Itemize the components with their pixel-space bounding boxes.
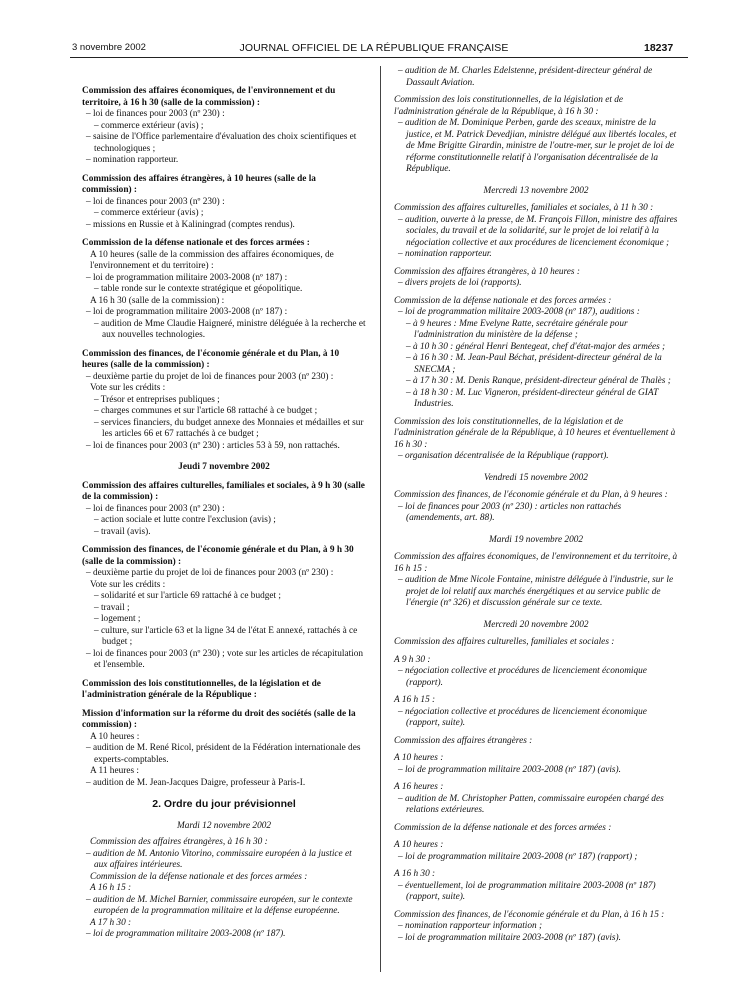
committee-heading: Commission des affaires culturelles, familiales et sociales : xyxy=(394,637,615,647)
committee-heading: Mission d'information sur la réforme du droit des sociétés (salle de la commission) : xyxy=(82,708,356,730)
committee-heading: Commission des finances, de l'économie générale et du Plan, à 9 h 30 (salle de la commission) : xyxy=(82,545,354,567)
day-heading: Jeudi 7 novembre 2002 xyxy=(178,462,270,472)
agenda-subitem: – commerce extérieur (avis) ; xyxy=(94,208,204,218)
day-heading: Vendredi 15 novembre 2002 xyxy=(484,472,588,483)
committee-heading: Commission des affaires étrangères : xyxy=(394,735,533,746)
agenda-item: – nomination rapporteur. xyxy=(86,155,179,165)
agenda-item: – négociation collective et procédures de licenciement économique (rapport, suite). xyxy=(398,706,647,728)
agenda-item: – audition, ouverte à la presse, de M. François Fillon, ministre des affaires sociales, du travail et de la solidarité, sur le projet de loi relatif à la négociation collective et aux procédures de licenciement économique ; xyxy=(398,214,678,248)
agenda-item: – audition de M. Jean-Jacques Daigre, professeur à Paris-I. xyxy=(86,777,306,788)
committee-heading: Commission des lois constitutionnelles, de la législation et de l'administration générale de la République, à 10 heures et éventuellement à 16 h 30 : xyxy=(394,416,676,450)
agenda-item: – organisation décentralisée de la République (rapport). xyxy=(398,451,609,461)
agenda-item: – éventuellement, loi de programmation militaire 2003-2008 (nº 187) (rapport, suite). xyxy=(398,880,656,902)
agenda-item: – audition de M. Christopher Patten, commissaire européen chargé des relations extérieures. xyxy=(398,793,664,815)
day-heading: Mardi 12 novembre 2002 xyxy=(176,820,272,831)
time-label: Vote sur les crédits : xyxy=(90,383,166,393)
committee-heading: A 16 h 30 : xyxy=(394,869,436,879)
committee-heading: Commission des finances, de l'économie générale et du Plan, à 9 heures : xyxy=(394,490,668,500)
agenda-subitem: – à 18 h 30 : M. Luc Vigneron, président-directeur général de GIAT Industries. xyxy=(406,387,659,409)
committee-heading: Commission des affaires étrangères, à 10 heures : xyxy=(394,266,580,277)
time-label: A 11 heures : xyxy=(90,766,139,776)
page-header xyxy=(0,0,748,60)
agenda-item: – saisine de l'Office parlementaire d'évaluation des choix scientifiques et technologiques ; xyxy=(86,132,357,154)
agenda-subitem: – services financiers, du budget annexe des Monnaies et médailles et sur les articles 66 et 67 rattachés à ce budget ; xyxy=(94,417,364,439)
committee-heading: Commission des affaires culturelles, familiales et sociales, à 11 h 30 : xyxy=(394,203,654,213)
agenda-item: – audition de M. Charles Edelstenne, président-directeur général de Dassault Aviation. xyxy=(398,66,653,88)
agenda-subitem: – à 17 h 30 : M. Denis Ranque, président-directeur général de Thalès ; xyxy=(406,376,671,386)
agenda-subitem: – action sociale et lutte contre l'exclusion (avis) ; xyxy=(94,515,276,525)
time-label: Vote sur les crédits : xyxy=(90,579,166,590)
time-label: A 10 heures (salle de la commission des affaires économiques, de l'environnement et du territoire) : xyxy=(90,249,334,271)
left-column xyxy=(82,86,366,941)
committee-heading: Commission des finances, de l'économie générale et du Plan, à 16 h 15 : xyxy=(394,909,665,920)
agenda-subitem: – charges communes et sur l'article 68 rattaché à ce budget ; xyxy=(94,406,318,416)
agenda-item: – loi de programmation militaire 2003-2008 (nº 187), auditions : xyxy=(398,307,640,317)
journal-title: JOURNAL OFFICIEL DE LA RÉPUBLIQUE FRANÇAISE xyxy=(239,42,509,54)
agenda-item: – loi de programmation militaire 2003-2008 (nº 187) (avis). xyxy=(398,932,621,943)
agenda-item: – nomination rapporteur. xyxy=(398,249,492,259)
committee-heading: Commission de la défense nationale et des forces armées : xyxy=(394,822,612,833)
committee-heading: Commission de la défense nationale et des forces armées : xyxy=(82,238,310,248)
agenda-item: – nomination rapporteur information ; xyxy=(398,921,543,931)
agenda-item: – loi de programmation militaire 2003-2008 (nº 187) (rapport) ; xyxy=(398,851,638,862)
agenda-item: – loi de finances pour 2003 (nº 230) : xyxy=(86,196,225,207)
agenda-subitem: – table ronde sur le contexte stratégique et géopolitique. xyxy=(94,284,303,294)
header-date: 3 novembre 2002 xyxy=(72,42,146,53)
agenda-item: – audition de M. Antonio Vitorino, commissaire européen à la justice et aux affaires intérieures. xyxy=(86,848,352,870)
agenda-item: – loi de programmation militaire 2003-2008 (nº 187) : xyxy=(86,272,288,283)
committee-heading: A 10 heures : xyxy=(394,753,444,763)
agenda-subitem: – culture, sur l'article 63 et la ligne 34 de l'état E annexé, rattachés à ce budget ; xyxy=(94,625,358,647)
agenda-item: – audition de M. Dominique Perben, garde des sceaux, ministre de la justice, et M. Patrick Devedjian, ministre délégué aux libertés locales, et de Mme Brigitte Girardin, ministre de l'outre-mer, sur le projet de loi de réforme constitutionnelle relatif à l'organisation décentralisée de la République. xyxy=(398,118,677,174)
agenda-item: – missions en Russie et à Kaliningrad (comptes rendus). xyxy=(86,219,295,230)
agenda-subitem: – solidarité et sur l'article 69 rattaché à ce budget ; xyxy=(94,591,282,601)
agenda-subitem: – à 10 h 30 : général Henri Bentegeat, chef d'état-major des armées ; xyxy=(406,341,666,352)
agenda-subitem: – commerce extérieur (avis) ; xyxy=(94,120,204,131)
day-heading: Mercredi 13 novembre 2002 xyxy=(483,185,589,196)
agenda-item: – audition de M. Michel Barnier, commissaire européen, sur le contexte européen de la programmation militaire et la défense européenne. xyxy=(86,894,353,916)
column-divider xyxy=(380,66,381,972)
committee-heading: A 16 h 15 : xyxy=(90,883,132,893)
agenda-item: – négociation collective et procédures de licenciement économique (rapport). xyxy=(398,666,647,688)
committee-heading: Commission de la défense nationale et des forces armées : xyxy=(394,295,612,306)
committee-heading: Commission des lois constitutionnelles, de la législation et de l'administration générale de la République : xyxy=(82,678,321,700)
agenda-subitem: – logement ; xyxy=(94,614,141,624)
committee-heading: Commission de la défense nationale et des forces armées : xyxy=(90,871,308,882)
committee-heading: Commission des finances, de l'économie générale et du Plan, à 10 heures (salle de la commission) : xyxy=(82,348,340,370)
agenda-item: – loi de programmation militaire 2003-2008 (nº 187) (avis). xyxy=(398,764,621,775)
committee-heading: Commission des affaires étrangères, à 10 heures (salle de la commission) : xyxy=(82,173,316,195)
committee-heading: Commission des affaires économiques, de l'environnement et du territoire, à 16 h 15 : xyxy=(394,552,678,574)
committee-heading: Commission des affaires culturelles, familiales et sociales, à 9 h 30 (salle de la commission) : xyxy=(82,480,365,502)
agenda-item: – deuxième partie du projet de loi de finances pour 2003 (nº 230) : xyxy=(86,371,334,382)
agenda-item: – loi de finances pour 2003 (nº 230) ; vote sur les articles de récapitulation et l'ensemble. xyxy=(86,648,364,670)
agenda-item: – deuxième partie du projet de loi de finances pour 2003 (nº 230) : xyxy=(86,568,334,578)
agenda-subitem: – Trésor et entreprises publiques ; xyxy=(94,394,220,405)
header-rule xyxy=(70,57,688,58)
agenda-subitem: – audition de Mme Claudie Haigneré, ministre déléguée à la recherche et aux nouvelles technologies. xyxy=(94,318,366,340)
agenda-item: – audition de M. René Ricol, président de la Fédération internationale des experts-comptables. xyxy=(86,743,361,765)
committee-heading: Commission des affaires économiques, de l'environnement et du territoire, à 16 h 30 (salle de la commission) : xyxy=(82,86,336,108)
committee-heading: A 16 h 15 : xyxy=(394,695,436,705)
page-number: 18237 xyxy=(644,42,674,54)
day-heading: Mercredi 20 novembre 2002 xyxy=(483,619,589,630)
committee-heading: Commission des lois constitutionnelles, de la législation et de l'administration générale de la République, à 16 h 30 : xyxy=(394,95,624,117)
agenda-item: – loi de finances pour 2003 (nº 230) : xyxy=(86,109,225,119)
committee-heading: A 17 h 30 : xyxy=(90,917,132,928)
agenda-item: – loi de finances pour 2003 (nº 230) : xyxy=(86,503,225,514)
right-column xyxy=(394,66,678,944)
committee-heading: Commission des affaires étrangères, à 16 h 30 : xyxy=(90,837,268,847)
committee-heading: A 16 heures : xyxy=(394,782,444,792)
agenda-subitem: – travail ; xyxy=(94,602,130,613)
time-label: A 10 heures : xyxy=(90,731,140,742)
agenda-item: – audition de Mme Nicole Fontaine, ministre déléguée à l'industrie, sur le projet de loi relatif aux marchés énergétiques et au service public de l'énergie (nº 326) et discussion générale sur ce texte. xyxy=(398,575,674,608)
agenda-subitem: – à 16 h 30 : M. Jean-Paul Béchat, président-directeur général de la SNECMA ; xyxy=(406,353,662,375)
agenda-subitem: – travail (avis). xyxy=(94,526,151,537)
time-label: A 16 h 30 (salle de la commission) : xyxy=(90,295,225,306)
committee-heading: A 9 h 30 : xyxy=(394,654,431,665)
agenda-item: – loi de finances pour 2003 (nº 230) : articles non rattachés (amendements, art. 88). xyxy=(398,501,622,523)
agenda-item: – loi de finances pour 2003 (nº 230) : articles 53 à 59, non rattachés. xyxy=(86,440,340,451)
agenda-item: – loi de programmation militaire 2003-2008 (nº 187). xyxy=(86,929,286,939)
agenda-item: – loi de programmation militaire 2003-2008 (nº 187) : xyxy=(86,307,288,317)
committee-heading: A 10 heures : xyxy=(394,840,444,850)
agenda-subitem: – à 9 heures : Mme Evelyne Ratte, secrétaire générale pour l'administration du ministère de la défense ; xyxy=(406,318,628,340)
section-title: 2. Ordre du jour prévisionnel xyxy=(152,798,296,810)
day-heading: Mardi 19 novembre 2002 xyxy=(488,534,584,545)
agenda-item: – divers projets de loi (rapports). xyxy=(398,278,522,288)
